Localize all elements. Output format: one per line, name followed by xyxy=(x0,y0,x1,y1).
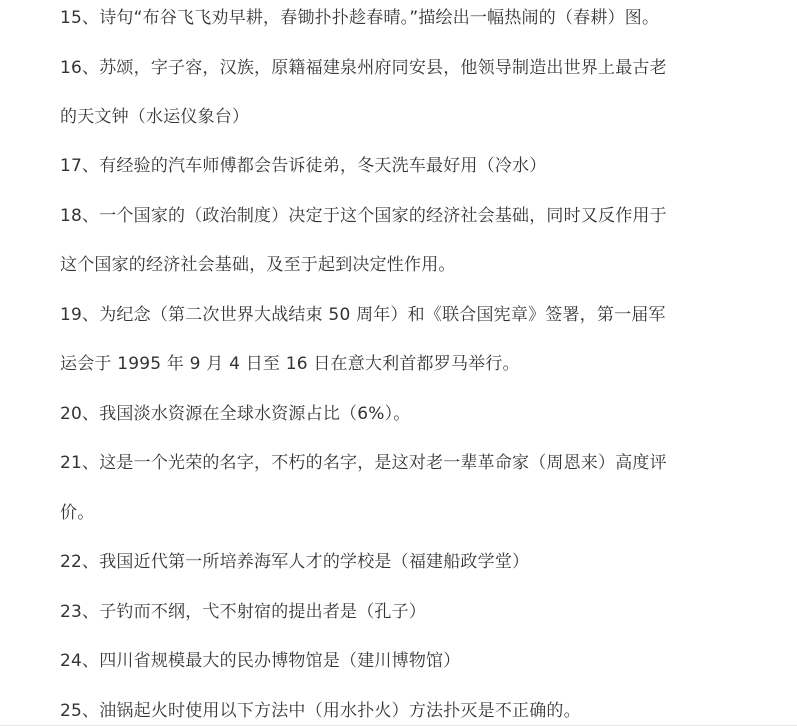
line-16-cont: 的天文钟（水运仪象台） xyxy=(60,107,250,127)
line-15: 15、诗句“布谷飞飞劝早耕，春锄扑扑趁春晴。”描绘出一幅热闹的（春耕）图。 xyxy=(60,8,660,28)
line-16: 16、苏颂，字子容，汉族，原籍福建泉州府同安县，他领导制造出世界上最古老 xyxy=(60,58,667,78)
line-19: 19、为纪念（第二次世界大战结束 50 周年）和《联合国宪章》签署，第一届军 xyxy=(60,305,666,325)
line-21: 21、这是一个光荣的名字，不朽的名字，是这对老一辈革命家（周恩来）高度评 xyxy=(60,453,667,473)
line-21-cont: 价。 xyxy=(60,503,95,523)
line-17: 17、有经验的汽车师傅都会告诉徒弟，冬天洗车最好用（冷水） xyxy=(60,156,547,176)
line-24: 24、四川省规模最大的民办博物馆是（建川博物馆） xyxy=(60,651,461,671)
line-18: 18、一个国家的（政治制度）决定于这个国家的经济社会基础，同时又反作用于 xyxy=(60,206,667,226)
line-22: 22、我国近代第一所培养海军人才的学校是（福建船政学堂） xyxy=(60,552,530,572)
line-25: 25、油锅起火时使用以下方法中（用水扑火）方法扑灭是不正确的。 xyxy=(60,701,581,721)
line-19-cont: 运会于 1995 年 9 月 4 日至 16 日在意大利首都罗马举行。 xyxy=(60,354,520,374)
line-20: 20、我国淡水资源在全球水资源占比（6%）。 xyxy=(60,404,411,424)
line-23: 23、子钓而不纲，弋不射宿的提出者是（孔子） xyxy=(60,602,427,622)
line-18-cont: 这个国家的经济社会基础，及至于起到决定性作用。 xyxy=(60,255,456,275)
